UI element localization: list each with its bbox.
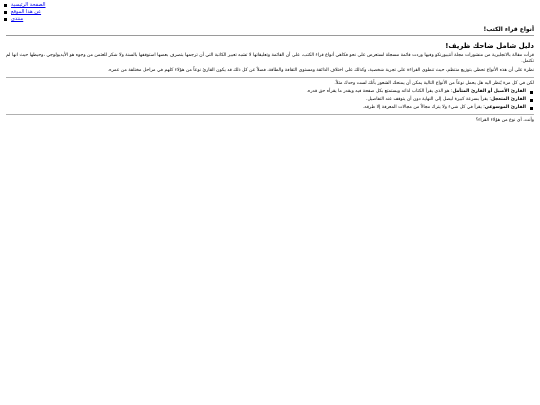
divider	[6, 114, 534, 115]
nav-link-home[interactable]: الصفحة الرئيسية	[11, 2, 46, 8]
bullet-icon	[4, 11, 7, 14]
list-item: القارئ الأصيل أو القارئ المتأمل: هو الذي يقرأ الكتاب لذاته ويستمتع بكل صفحة فيه ويقدر ما يقرأه حق قدره.	[6, 89, 534, 95]
top-nav	[4, 2, 124, 23]
bullet-icon	[4, 18, 7, 21]
note-text: لكن في كل مرة يُنظر اليه هل يحمل نوعاً من الأنواع التالية يمكن أن يمنحك الشعور بأنك لست وحدك مثلاً.	[334, 81, 534, 86]
section-title: أنواع قراء الكتب!	[6, 26, 534, 36]
item-label: القارئ الأصيل أو القارئ المتأمل	[452, 89, 526, 94]
nav-link-forum[interactable]: منتدى	[11, 16, 24, 22]
article-headline: دليل شامل ضاحك ظريف!	[445, 42, 534, 50]
closing-text: وأنت، أي نوع من هؤلاء القراء؟	[475, 118, 534, 123]
bullet-icon	[4, 4, 7, 7]
list-item: القارئ المتعجل: يقرأ بسرعة كبيرة ليصل إلى النهاية دون أن يتوقف عند التفاصيل.	[6, 97, 534, 103]
nav-link-about[interactable]: عن هذا الموقع	[11, 9, 42, 15]
nav-item-forum[interactable]	[4, 16, 124, 23]
divider	[6, 77, 534, 78]
reader-types-list	[6, 89, 534, 111]
item-text: يقرأ في كل شيء ولا يترك مجالاً من مجالات المعرفة إلا طرقه.	[362, 105, 482, 110]
intro-paragraph-2: نظرة على أن هذه الأنواع تحظى بتوزيع منتظم، حيث تنطوي القراءة على تجربة شخصية، وكذلك على اختلاف الذائقة ومستوى الثقافة والطاقة، فضلاً عن كل ذلك قد يكون القارئ نوعاً من هؤلاء كلهم في مراحل مختلفة من عمره.	[107, 68, 534, 73]
list-item: القارئ الموسوعي: يقرأ في كل شيء ولا يترك مجالاً من مجالات المعرفة إلا طرقه.	[6, 105, 534, 111]
item-text: يقرأ بسرعة كبيرة ليصل إلى النهاية دون أن يتوقف عند التفاصيل.	[366, 97, 488, 102]
nav-item-home[interactable]	[4, 2, 124, 9]
article	[6, 26, 534, 127]
item-label: القارئ المتعجل	[490, 97, 526, 102]
nav-item-about[interactable]	[4, 9, 124, 16]
item-text: هو الذي يقرأ الكتاب لذاته ويستمتع بكل صفحة فيه ويقدر ما يقرأه حق قدره.	[306, 89, 450, 94]
item-label: القارئ الموسوعي	[484, 105, 526, 110]
intro-paragraph-1: قرأت مقالة بالانجليزية من منشورات مجلة أنتيبورنكو وفيها وردت قائمة مسجلة لستعرض على نحو فكاهي أنواع قراء الكتب، على أن القائمة وتعليقاتها لا تشبه تعبير الكاتبة التي أن ترجمها بتصرف بعضها استوقفها بالسنة ولا شكر للعثمن من وجوه هو الأيديولوجي ،وحيطها حيث انها لم تكتمل.	[6, 53, 534, 64]
